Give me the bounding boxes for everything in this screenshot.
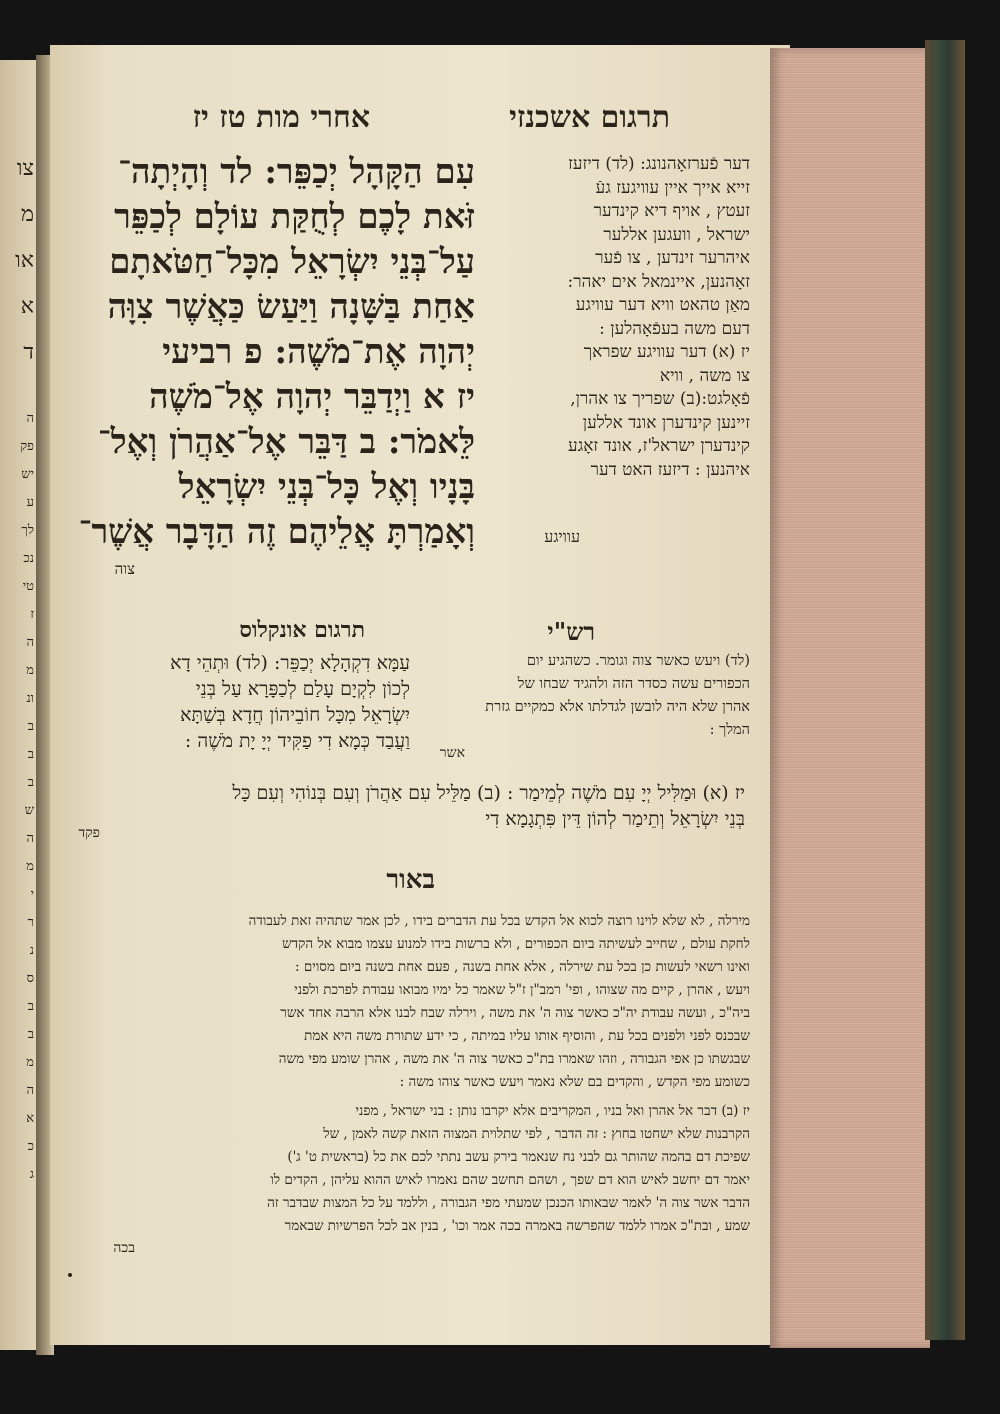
yiddish-line: מאַן טהאט וויא דער עוויגע bbox=[575, 295, 750, 315]
facing-page-fragment: ה bbox=[26, 831, 34, 846]
book-page bbox=[50, 45, 790, 1345]
biur-line: לחקת עולם , שחייב לעשיתה ביום הכפורים , ולא ברשות בידו למנוע עצמו מבוא אל הקדש bbox=[282, 936, 750, 952]
torah-line: וְאָמַרְתָּ אֲלֵיהֶם זֶה הַדָּבָר אֲשֶׁר־ bbox=[78, 512, 475, 552]
facing-page-fragment: ב bbox=[27, 1027, 34, 1042]
biur-line: ביה"כ , ועשה עבודת יה"כ כאשר צוה ה' את משה , וירלה שבח לבנו אלא הרבה אחד אשר bbox=[280, 1005, 750, 1021]
rashi-line: הכפורים עשה כסדר הזה ולהגיד שבחו של bbox=[517, 676, 750, 692]
yiddish-line: זעטץ , אויף דיא קינדער bbox=[593, 201, 750, 221]
torah-line: עַל־בְּנֵי יִשְׂרָאֵל מִכָּל־חַטֹּאתָם bbox=[109, 242, 475, 282]
yiddish-line: יז (א) דער עוויגע שפראך bbox=[583, 342, 750, 362]
facing-page-fragment: ונ bbox=[26, 691, 34, 706]
biur-line: שפיכת דם בהמה שהותר גם לבני נח שנאמר בירק עשב נתתי לכם את כל (בראשית ט' ג') bbox=[287, 1149, 750, 1165]
yiddish-catchword: עוויגע bbox=[544, 527, 580, 546]
rashi-block bbox=[415, 650, 750, 742]
torah-catchword: צוה bbox=[114, 560, 135, 578]
facing-page-fragment: פק bbox=[20, 439, 34, 454]
torah-line: לֵּאמֹר: ב דַּבֵּר אֶל־אַהֲרֹן וְאֶל־ bbox=[97, 422, 475, 462]
facing-page-fragment: ה bbox=[26, 411, 34, 426]
biur-line: שבגשתו כן אפי הגבורה , וזהו שאמרו בת"כ כאשר צוה ה' את משה , אהרן שומע מפי משה bbox=[278, 1051, 750, 1067]
facing-page-fragment: מ bbox=[26, 859, 34, 874]
rashi-line: המלך : bbox=[709, 722, 750, 738]
header-left-title: אחרי מות טז יז bbox=[192, 100, 370, 135]
facing-page-fragment: ג bbox=[29, 1167, 34, 1182]
facing-page-fragment: ה bbox=[26, 1083, 34, 1098]
facing-page-fragment: יש bbox=[21, 467, 34, 482]
onkelos-line: יִשְׂרָאֵל מִכָּל חוֹבֵיהוֹן חֲדָא בְּשַׁתָּא bbox=[180, 704, 410, 726]
page-edges bbox=[770, 48, 930, 1348]
onkelos-block bbox=[80, 650, 410, 754]
facing-page-fragment: ד bbox=[23, 340, 34, 365]
facing-page-fragment: כ bbox=[27, 1139, 34, 1154]
torah-line: עִם הַקָּהָל יְכַפֵּר: לד וְהָיְתָה־ bbox=[117, 152, 475, 192]
rashi-catchword: אשר bbox=[439, 745, 465, 761]
facing-page-fragment: מ bbox=[26, 1055, 34, 1070]
facing-page-fragment: מ bbox=[20, 202, 34, 227]
torah-line: זֹּאת לָכֶם לְחֻקַּת עוֹלָם לְכַפֵּר bbox=[114, 197, 475, 237]
yiddish-line: דער פֿערזאָהנונג: (לד) דיזעז bbox=[568, 154, 750, 174]
facing-page-fragment: נכ bbox=[23, 551, 34, 566]
onkelos-line: עַמָּא דִקְהָלָא יְכַפֵּר: (לד) וּתְהֵי דָא bbox=[170, 652, 410, 674]
biur-line: יז (ב) דבר אל אהרן ואל בניו , המקריבים אלא יקרבו נותן : בני ישראל , מפני bbox=[355, 1103, 750, 1119]
facing-page-fragment: נ bbox=[29, 943, 34, 958]
torah-line: אַחַת בַּשָּׁנָה וַיַּעַשׂ כַּאֲשֶׁר צִוָּה bbox=[107, 287, 475, 327]
onkelos-line: יז (א) וּמַלִּיל יְיָ עִם מֹשֶׁה לְמֵימַר : (ב) מַלֵּיל עִם אַהֲרֹן וְעִם בְּנוֹהִי וְעִם כָּל bbox=[232, 782, 745, 804]
yiddish-line: דעם משה בעפֿאָהלען : bbox=[599, 318, 750, 339]
biur-line: יאמר דם יחשב לאיש הוא דם שפך , ושהם תחשב שהם נאמרו לאיש ההוא עליהן , הקדים לו bbox=[270, 1172, 750, 1188]
book-cover bbox=[925, 40, 965, 1340]
facing-page-fragment: צו bbox=[16, 156, 34, 181]
torah-line: יז א וַיְדַבֵּר יְהוָה אֶל־מֹשֶׁה bbox=[149, 377, 475, 417]
onkelos-line: בְּנֵי יִשְׂרָאֵל וְתֵימַר לְהוֹן דֵּין פִּתְגָמָא דִי bbox=[485, 808, 745, 830]
facing-page-fragment: י bbox=[30, 887, 34, 902]
biur-block bbox=[70, 910, 750, 1094]
yiddish-line: צו משה , וויא bbox=[659, 365, 750, 386]
onkelos-line: וַעֲבַד כְּמָא דִי פַקִּיד יְיָ יָת מֹשֶׁה : bbox=[184, 730, 410, 752]
biur-line: הקרבנות שלא ישחטו בחוץ : זה הדבר , לפי שתלוית המצוה הזאת קשה לאמן , של bbox=[323, 1126, 750, 1142]
biur-catchword: בכה bbox=[113, 1240, 135, 1256]
facing-page-fragment: ב bbox=[27, 999, 34, 1014]
yiddish-line: זייא אייך איין עוויגעז געֿ bbox=[595, 177, 750, 198]
facing-page-fragment: ס bbox=[26, 971, 34, 986]
facing-page-fragment: לך bbox=[21, 523, 34, 538]
facing-page-fragment: ב bbox=[27, 719, 34, 734]
facing-page-fragment: ר bbox=[27, 915, 34, 930]
onkelos-title: תרגום אונקלוס bbox=[239, 617, 365, 643]
biur-line: שבכנס לפני ולפנים בכל עת , והוסיף אותו עליו במיתה , כי ידע שתורת משה היא אמת bbox=[304, 1028, 750, 1044]
yiddish-line: זאָהנען, איינמאל אים יאהר: bbox=[567, 271, 750, 292]
ink-dot bbox=[68, 1273, 72, 1277]
biur-line: ואינו רשאי לעשות כן בכל עת שירלה , אלא אחת בשנה , פעם אחת בשנה ביום מסוים : bbox=[295, 959, 750, 975]
rashi-line: (לד) ויעש כאשר צוה וגומר. כשהגיע יום bbox=[526, 653, 750, 669]
yiddish-line: קינדערן ישראל'ז, אונד זאָגע bbox=[567, 436, 750, 456]
biur-line: מירלה , לא שלא לוינו רוצה לכוא אל הקדש בכל עת הדברים בידו , לכן אמר שתהיה זאת לעבודה bbox=[248, 913, 750, 929]
facing-page-fragment: ש bbox=[24, 803, 34, 818]
torah-text-block bbox=[65, 150, 475, 555]
facing-page-fragment: מ bbox=[26, 663, 34, 678]
facing-page-fragment: ה bbox=[26, 635, 34, 650]
facing-page-fragment: ב bbox=[27, 747, 34, 762]
facing-page-fragment: א bbox=[26, 1111, 34, 1126]
biur-line: שמע , ובת"כ אמרו ללמד שהפרשה באמרה בכה אמר וכו' , בנין אב לכל הפרשיות שבאמר bbox=[284, 1218, 750, 1234]
biur-line: כשומע מפי הקדש , והקדים בם שלא נאמר ויעש כאשר צוהו משה : bbox=[399, 1074, 750, 1090]
yiddish-translation-block bbox=[470, 153, 750, 482]
facing-page bbox=[0, 60, 38, 1350]
torah-line: יְהוָה אֶת־מֹשֶׁה: פ רביעי bbox=[162, 332, 475, 372]
onkelos-continuation bbox=[80, 780, 745, 832]
facing-page-fragment: ז bbox=[30, 607, 34, 622]
rashi-line: אהרן שלא היה לובשן לגדלתו אלא כמקיים גזרת bbox=[485, 699, 750, 715]
yiddish-line: איהרער זינדען , צו פֿער bbox=[595, 248, 750, 268]
yiddish-line: ישראל , וועגען אללער bbox=[603, 224, 750, 245]
biur-line: ויעש , אהרן , קיים מה שצוהו , ופי' רמב"ן ז"ל שאמר כל ימיו מבואו עבודת לפרכת ולפני bbox=[294, 982, 750, 998]
yiddish-line: פֿאָלגט:(ב) שפריך צו אהרן, bbox=[570, 389, 750, 409]
facing-page-fragment: ב bbox=[27, 775, 34, 790]
torah-line: בָּנָיו וְאֶל כָּל־בְּנֵי יִשְׂרָאֵל bbox=[178, 467, 475, 507]
onkelos-catchword: פקד bbox=[78, 825, 100, 841]
biur-block-2 bbox=[70, 1100, 750, 1238]
facing-page-fragment: א bbox=[20, 294, 34, 319]
facing-page-fragment: ע bbox=[26, 495, 34, 510]
facing-page-fragment: טי bbox=[22, 579, 34, 594]
facing-page-fragment: או bbox=[15, 248, 34, 273]
yiddish-line: איהנען : דיזעז האט דער bbox=[590, 459, 750, 480]
biur-line: הדבר אשר צוה ה' לאמר שבאותו הכנכן שמעתי מפי הגבורה , וללמד על כל המצות שבדבר זה bbox=[267, 1195, 750, 1211]
biur-title: באור bbox=[386, 865, 435, 895]
onkelos-line: לְכוֹן לִקְיָם עָלַם לְכַפָּרָא עַל בְּנֵי bbox=[195, 678, 410, 700]
yiddish-line: זיינען קינדערן אונד אללען bbox=[582, 412, 750, 433]
rashi-title: רש"י bbox=[547, 617, 595, 646]
header-right-title: תרגום אשכנזי bbox=[509, 100, 670, 135]
